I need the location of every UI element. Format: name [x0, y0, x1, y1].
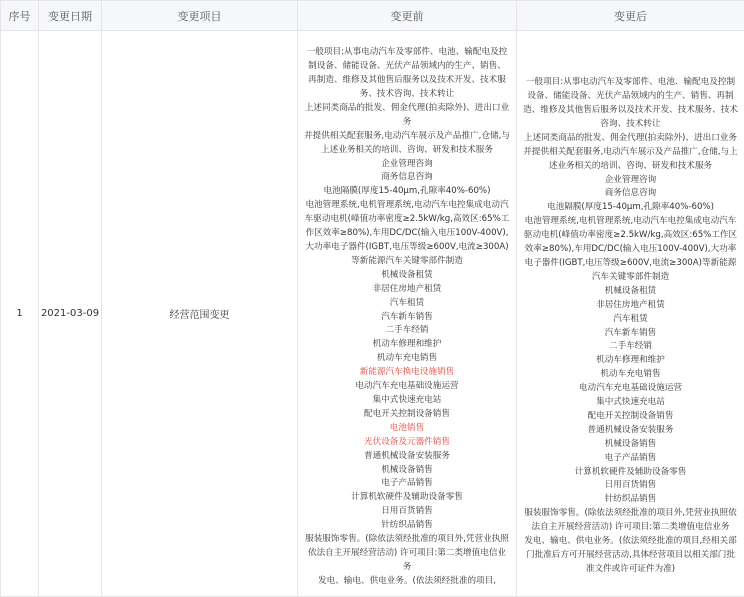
before-line: 配电开关控制设备销售: [304, 408, 510, 422]
after-line: 并提供相关配套服务,电动汽车展示及产品推广,仓储,与上述业务相关的培训、咨询、研发和技术服务: [523, 146, 738, 174]
after-line: 发电、输电、供电业务。(依法须经批准的项目,经相关部门批准后方可开展经营活动,具体经营项目以相关部门批准文件或许可证件为准): [523, 535, 738, 577]
before-line: 电动汽车充电基础设施运营: [304, 380, 510, 394]
after-line: 针纺织品销售: [523, 493, 738, 507]
after-line: 一般项目:从事电动汽车及零部件、电池、输配电及控制设备、储能设备、光伏产品领域内的生产、销售、再制造、维修及其他售后服务以及技术开发、技术服务、技术咨询、技术转让: [523, 76, 738, 132]
before-content: [304, 46, 510, 588]
before-line: 光伏设备及元器件销售: [304, 436, 510, 450]
cell-item: 经营范围变更: [102, 31, 298, 597]
before-line: 机动车充电销售: [304, 352, 510, 366]
before-line: 汽车新车销售: [304, 311, 510, 325]
after-line: 计算机软硬件及辅助设备零售: [523, 466, 738, 480]
after-line: 日用百货销售: [523, 479, 738, 493]
before-line: 日用百货销售: [304, 505, 510, 519]
after-line: 商务信息咨询: [523, 187, 738, 201]
after-line: 电池隔膜(厚度15-40μm,孔隙率40%-60%): [523, 201, 738, 215]
before-line: 电子产品销售: [304, 477, 510, 491]
after-line: 电动汽车充电基础设施运营: [523, 382, 738, 396]
table-row: [1, 31, 744, 597]
after-content: [523, 76, 738, 577]
after-line: 电子产品销售: [523, 452, 738, 466]
after-line: 机械设备销售: [523, 438, 738, 452]
after-line: 电池管理系统,电机管理系统,电动汽车电控集成电动汽车驱动电机(峰值功率密度≥2.5kW/kg,高效区:65%工作区效率≥80%),车用DC/DC(输入电压100V-400V),大功率电子器件(IGBT,电压等级≥600V,电流≥300A)等新能源汽车关键零部件制造: [523, 215, 738, 285]
cell-date: 2021-03-09: [39, 31, 102, 597]
after-line: 二手车经销: [523, 340, 738, 354]
before-line: 新能源汽车换电设施销售: [304, 366, 510, 380]
cell-before: [298, 31, 517, 597]
before-line: 非居住房地产租赁: [304, 283, 510, 297]
before-line: 机动车修理和维护: [304, 338, 510, 352]
before-line: 服装服饰零售。(除依法须经批准的项目外,凭营业执照依法自主开展经营活动) 许可项目:第二类增值电信业务: [304, 533, 510, 575]
after-line: 汽车租赁: [523, 313, 738, 327]
table-header-row: [1, 1, 744, 31]
header-before: 变更前: [298, 1, 517, 31]
before-line: 针纺织品销售: [304, 519, 510, 533]
header-after: 变更后: [517, 1, 744, 31]
before-line: 电池销售: [304, 422, 510, 436]
before-line: 机械设备销售: [304, 464, 510, 478]
after-line: 机动车修理和维护: [523, 354, 738, 368]
after-line: 普通机械设备安装服务: [523, 424, 738, 438]
before-line: 集中式快速充电站: [304, 394, 510, 408]
before-line: 企业管理咨询: [304, 158, 510, 172]
after-line: 集中式快速充电站: [523, 396, 738, 410]
before-line: 汽车租赁: [304, 297, 510, 311]
before-line: 机械设备租赁: [304, 269, 510, 283]
cell-seq: 1: [1, 31, 39, 597]
after-line: 配电开关控制设备销售: [523, 410, 738, 424]
before-line: 一般项目:从事电动汽车及零部件、电池、输配电及控制设备、储能设备、光伏产品领域内的生产、销售、再制造、维修及其他售后服务以及技术开发、技术服务、技术咨询、技术转让: [304, 46, 510, 102]
after-line: 企业管理咨询: [523, 174, 738, 188]
before-line: 普通机械设备安装服务: [304, 450, 510, 464]
after-line: 服装服饰零售。(除依法须经批准的项目外,凭营业执照依法自主开展经营活动) 许可项目:第二类增值电信业务: [523, 507, 738, 535]
header-seq: 序号: [1, 1, 39, 31]
before-line: 电池隔膜(厚度15-40μm,孔隙率40%-60%): [304, 185, 510, 199]
after-line: 机械设备租赁: [523, 285, 738, 299]
after-line: 非居住房地产租赁: [523, 299, 738, 313]
cell-after: [517, 31, 744, 597]
after-line: 机动车充电销售: [523, 368, 738, 382]
after-line: 汽车新车销售: [523, 327, 738, 341]
after-line: 上述同类商品的批发、佣金代理(拍卖除外)、进出口业务: [523, 132, 738, 146]
before-line: 计算机软硬件及辅助设备零售: [304, 491, 510, 505]
before-line: 上述同类商品的批发、佣金代理(拍卖除外)、进出口业务: [304, 102, 510, 130]
before-line: 并提供相关配套服务,电动汽车展示及产品推广,仓储,与上述业务相关的培训、咨询、研发和技术服务: [304, 130, 510, 158]
before-line: 电池管理系统,电机管理系统,电动汽车电控集成电动汽车驱动电机(峰值功率密度≥2.5kW/kg,高效区:65%工作区效率≥80%),车用DC/DC(输入电压100V-400V),大功率电子器件(IGBT,电压等级≥600V,电流≥300A)等新能源汽车关键零部件制造: [304, 199, 510, 269]
before-line: 二手车经销: [304, 324, 510, 338]
before-line: 发电、输电、供电业务。(依法须经批准的项目,: [304, 575, 510, 589]
header-item: 变更项目: [102, 1, 298, 31]
before-line: 商务信息咨询: [304, 171, 510, 185]
header-date: 变更日期: [39, 1, 102, 31]
